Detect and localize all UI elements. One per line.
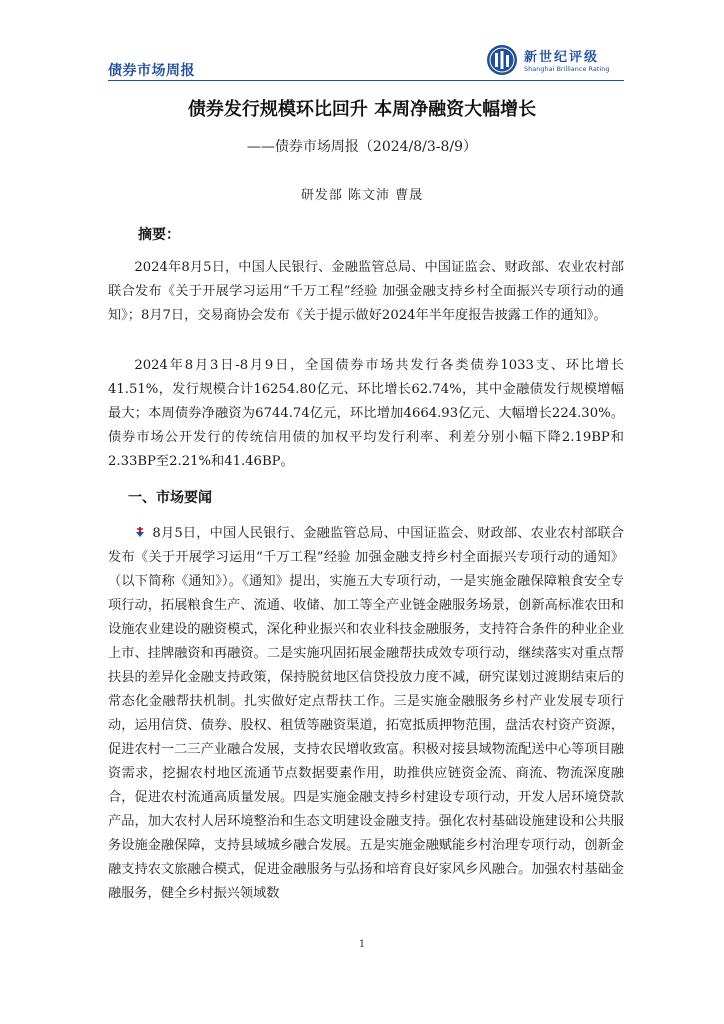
abstract-paragraph-2: 2024年8月3日-8月9日，全国债券市场共发行各类债券1033支、环比增长41.51%，发行规模合计16254.80亿元、环比增长62.74%，其中金融债发行规模增幅最大；本周债券净融资为6744.74亿元，环比增加4664.93亿元、大幅增长224.30%。债券市场公开发行的传统信用债的加权平均发行利率、利差分别小幅下降2.19BP和2.33BP至2.21%和41.46BP。 (108, 358, 624, 469)
document-subtitle: ——债券市场周报（2024/8/3-8/9） (246, 139, 478, 155)
section-1-paragraph-text: 8月5日，中国人民银行、金融监管总局、中国证监会、财政部、农业农村部联合发布《关于开展学习运用“千万工程”经验 加强金融支持乡村全面振兴专项行动的通知》（以下简称《通知》）。《通知》提出，实施五大专项行动，一是实施金融保障粮食安全专项行动，拓展粮食生产、流通、收储、加工等全产业链金融服务场景，创新高标准农田和设施农业建设的融资模式，深化种业振兴和农业科技金融服务，支持符合条件的种业企业上市、挂牌融资和再融资。二是实施巩固拓展金融帮扶成效专项行动，继续落实对重点帮扶县的差异化金融支持政策，保持脱贫地区信贷投放力度不减，研究谋划过渡期结束后的常态化金融帮扶机制。扎实做好定点帮扶工作。三是实施金融服务乡村产业发展专项行动，运用信贷、债券、股权、租赁等融资渠道，拓宽抵质押物范围，盘活农村资产资源，促进农村一二三产业融合发展，支持农民增收致富。积极对接县域物流配送中心等项目融资需求，挖掘农村地区流通节点数据要素作用，助推供应链资金流、商流、物流深度融合，促进农村流通高质量发展。四是实施金融支持乡村建设专项行动，开发人居环境贷款产品，加大农村人居环境整治和生态文明建设金融支持。强化农村基础设施建设和公共服务设施金融保障，支持县域城乡融合发展。五是实施金融赋能乡村治理专项行动，创新金融支持农文旅融合模式，促进金融服务与弘扬和培育良好家风乡风融合。加强农村基础金融服务，健全乡村振兴领域数 (108, 526, 624, 901)
section-1-paragraph (108, 522, 624, 906)
report-series-title: 债券市场周报 (108, 63, 195, 79)
header-divider (108, 80, 624, 81)
arrow-bullet-icon (134, 526, 146, 538)
abstract-label: 摘要： (138, 227, 180, 243)
logo-chinese-name: 新世纪评级 (524, 50, 600, 65)
brilliance-rating-logo-icon (486, 44, 518, 76)
company-logo (486, 44, 626, 78)
document-authors: 研发部 陈文沛 曹晟 (300, 188, 424, 203)
document-title: 债券发行规模环比回升 本周净融资大幅增长 (187, 99, 537, 120)
abstract-paragraph-1: 2024年8月5日，中国人民银行、金融监管总局、中国证监会、财政部、农业农村部联合发布《关于开展学习运用“千万工程”经验 加强金融支持乡村全面振兴专项行动的通知》；8月7日，交易商协会发布《关于提示做好2024年半年度报告披露工作的通知》。 (108, 260, 624, 323)
section-heading-market-news: 一、市场要闻 (128, 490, 212, 506)
page-number: 1 (358, 939, 366, 950)
logo-english-name: Shanghai Brilliance Rating (524, 65, 610, 73)
